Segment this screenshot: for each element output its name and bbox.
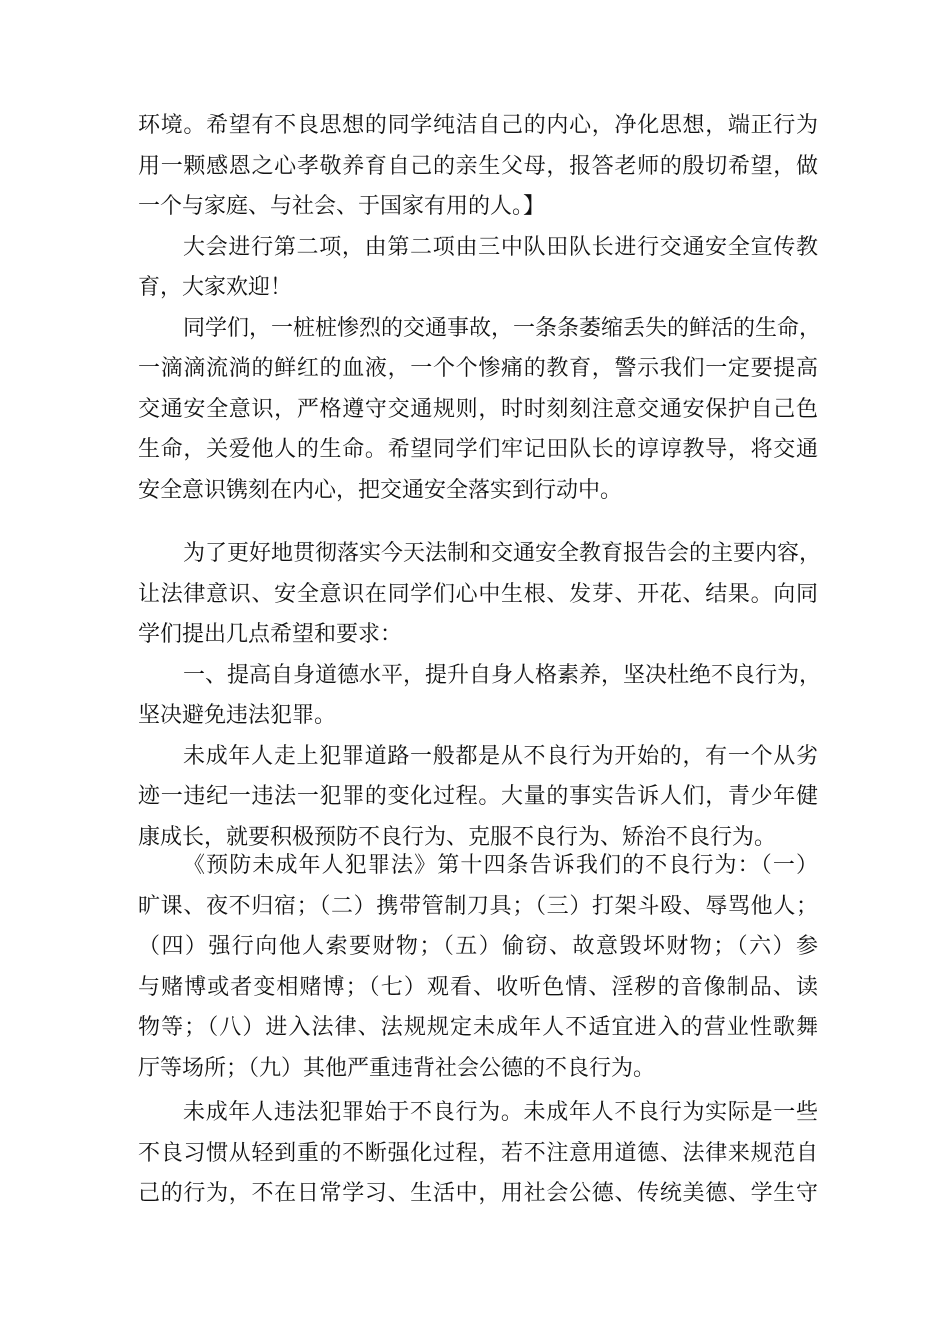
text-line: 不良习惯从轻到重的不断强化过程，若不注意用道德、法律来规范自: [138, 1140, 818, 1166]
paragraph-crime-starts-with-bad-behavior: [138, 1093, 818, 1215]
text-line: 一个与家庭、与社会、于国家有用的人。】: [138, 194, 546, 219]
text-line: 环境。希望有不良思想的同学纯洁自己的内心，净化思想，端正行为: [138, 113, 818, 138]
text-line: 育，大家欢迎！: [138, 275, 293, 300]
text-line: 己的行为，不在日常学习、生活中，用社会公德、传统美德、学生守: [138, 1181, 818, 1206]
text-line: 坚决避免违法犯罪。: [138, 703, 337, 728]
text-line: 未成年人走上犯罪道路一般都是从不良行为开始的，有一个从劣: [183, 743, 818, 769]
text-line: 让法律意识、安全意识在同学们心中生根、发芽、开花、结果。向同: [138, 581, 818, 607]
text-line: 为了更好地贯彻落实今天法制和交通安全教育报告会的主要内容，: [183, 541, 822, 566]
text-line: 一滴滴流淌的鲜红的血液，一个个惨痛的教育，警示我们一定要提高: [138, 356, 818, 381]
text-line: 与赌博或者变相赌博；（七）观看、收听色情、淫秽的音像制品、读: [138, 974, 818, 1000]
text-line: 同学们，一桩桩惨烈的交通事故，一条条萎缩丢失的鲜活的生命，: [183, 315, 822, 341]
text-line: 物等；（八）进入法律、法规规定未成年人不适宜进入的营业性歌舞: [138, 1015, 818, 1040]
text-line: 一、提高自身道德水平，提升自身人格素养，坚决杜绝不良行为，: [183, 662, 822, 688]
text-line: 用一颗感恩之心孝敬养育自己的亲生父母，报答老师的殷切希望，做: [138, 153, 818, 179]
paragraph-traffic-safety: [138, 309, 822, 512]
paragraph-agenda-item-two: [138, 228, 818, 309]
paragraph-requirements-intro: [138, 534, 822, 656]
text-line: 安全意识镌刻在内心，把交通安全落实到行动中。: [138, 477, 623, 503]
paragraph-law-article-14: [138, 846, 818, 1089]
text-line: 康成长，就要积极预防不良行为、克服不良行为、矫治不良行为。: [138, 824, 777, 850]
text-line: 学们提出几点希望和要求：: [138, 622, 403, 647]
text-line: 大会进行第二项，由第二项由三中队田队长进行交通安全宣传教: [183, 234, 818, 260]
paragraph-closing-wishes: [138, 106, 818, 228]
text-line: 生命，关爱他人的生命。希望同学们牢记田队长的谆谆教导，将交通: [138, 437, 818, 462]
text-line: 交通安全意识，严格遵守交通规则，时时刻刻注意交通安保护自己色: [138, 396, 818, 422]
text-line: 旷课、夜不归宿；（二）携带管制刀具；（三）打架斗殴、辱骂他人；: [138, 893, 818, 919]
text-line: 厅等场所；（九）其他严重违背社会公德的不良行为。: [138, 1055, 656, 1081]
text-line: 《预防未成年人犯罪法》第十四条告诉我们的不良行为：（一）: [183, 853, 818, 878]
paragraph-point-one: [138, 656, 822, 737]
text-line: 迹一违纪一违法一犯罪的变化过程。大量的事实告诉人们，青少年健: [138, 784, 818, 809]
paragraph-bad-behavior-origin: [138, 737, 818, 859]
text-line: 未成年人违法犯罪始于不良行为。未成年人不良行为实际是一些: [183, 1100, 818, 1125]
text-line: （四）强行向他人索要财物；（五）偷窃、故意毁坏财物；（六）参: [138, 934, 818, 959]
